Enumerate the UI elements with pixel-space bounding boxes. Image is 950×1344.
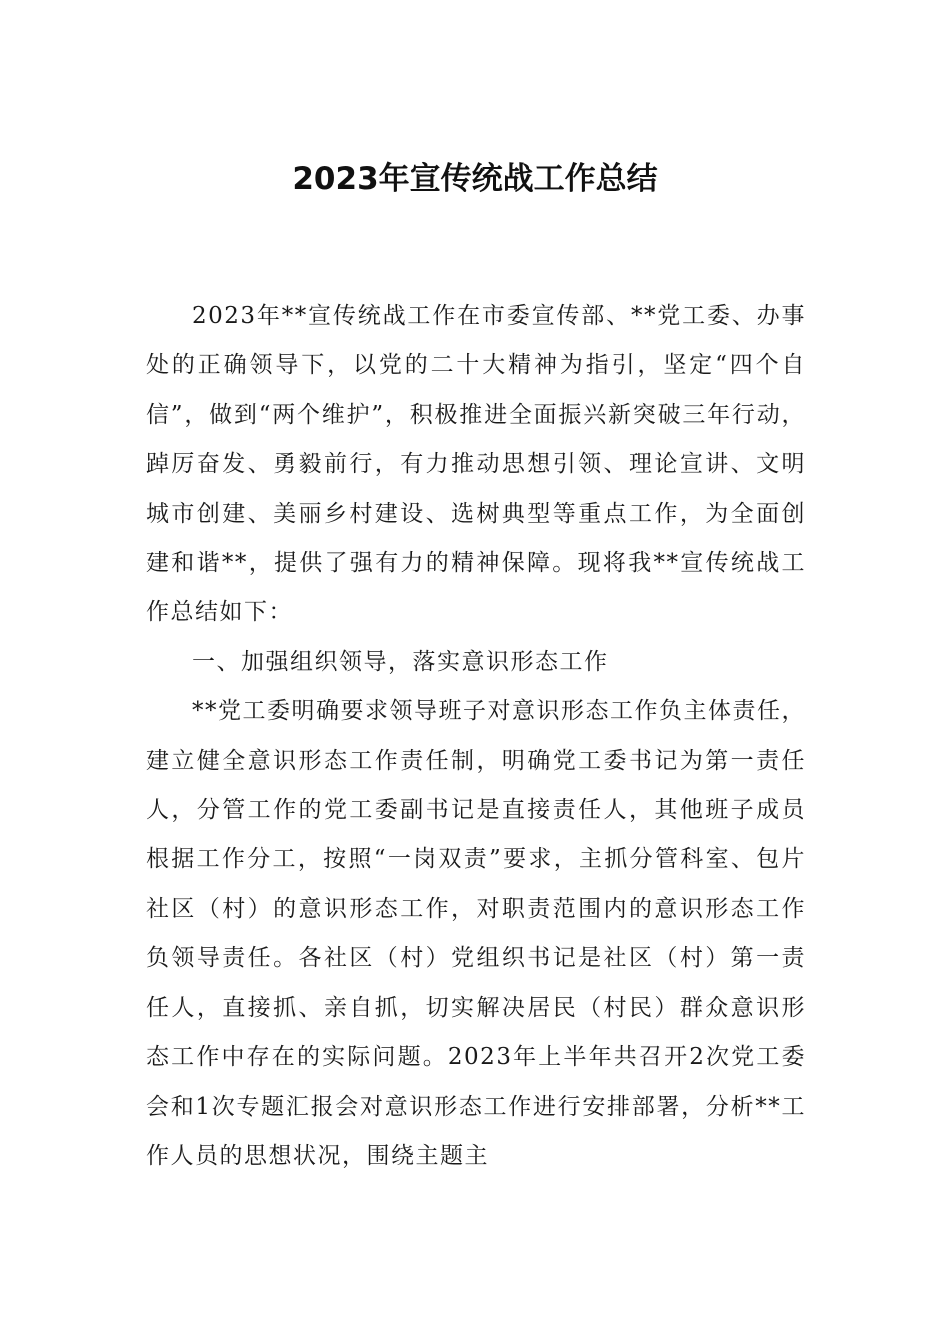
document-title: 2023年宣传统战工作总结	[292, 161, 658, 197]
section-heading: 一、加强组织领导，落实意识形态工作	[192, 648, 609, 675]
intro-paragraph: 2023年**宣传统战工作在市委宣传部、**党工委、办事处的正确领导下，以党的二十大精神为指引，坚定“四个自信”，做到“两个维护”，积极推进全面振兴新突破三年行动，踔厉奋发、勇毅前行，有力推动思想引领、理论宣讲、文明城市创建、美丽乡村建设、选树典型等重点工作，为全面创建和谐**，提供了强有力的精神保障。现将我**宣传统战工作总结如下：	[146, 303, 806, 626]
document-body	[146, 292, 806, 1181]
section-paragraph: **党工委明确要求领导班子对意识形态工作负主体责任，建立健全意识形态工作责任制，明确党工委书记为第一责任人，分管工作的党工委副书记是直接责任人，其他班子成员根据工作分工，按照“一岗双责”要求，主抓分管科室、包片社区（村）的意识形态工作，对职责范围内的意识形态工作负领导责任。各社区（村）党组织书记是社区（村）第一责任人，直接抓、亲自抓，切实解决居民（村民）群众意识形态工作中存在的实际问题。2023年上半年共召开2次党工委会和1次专题汇报会对意识形态工作进行安排部署，分析**工作人员的思想状况，围绕主题主	[146, 698, 806, 1169]
